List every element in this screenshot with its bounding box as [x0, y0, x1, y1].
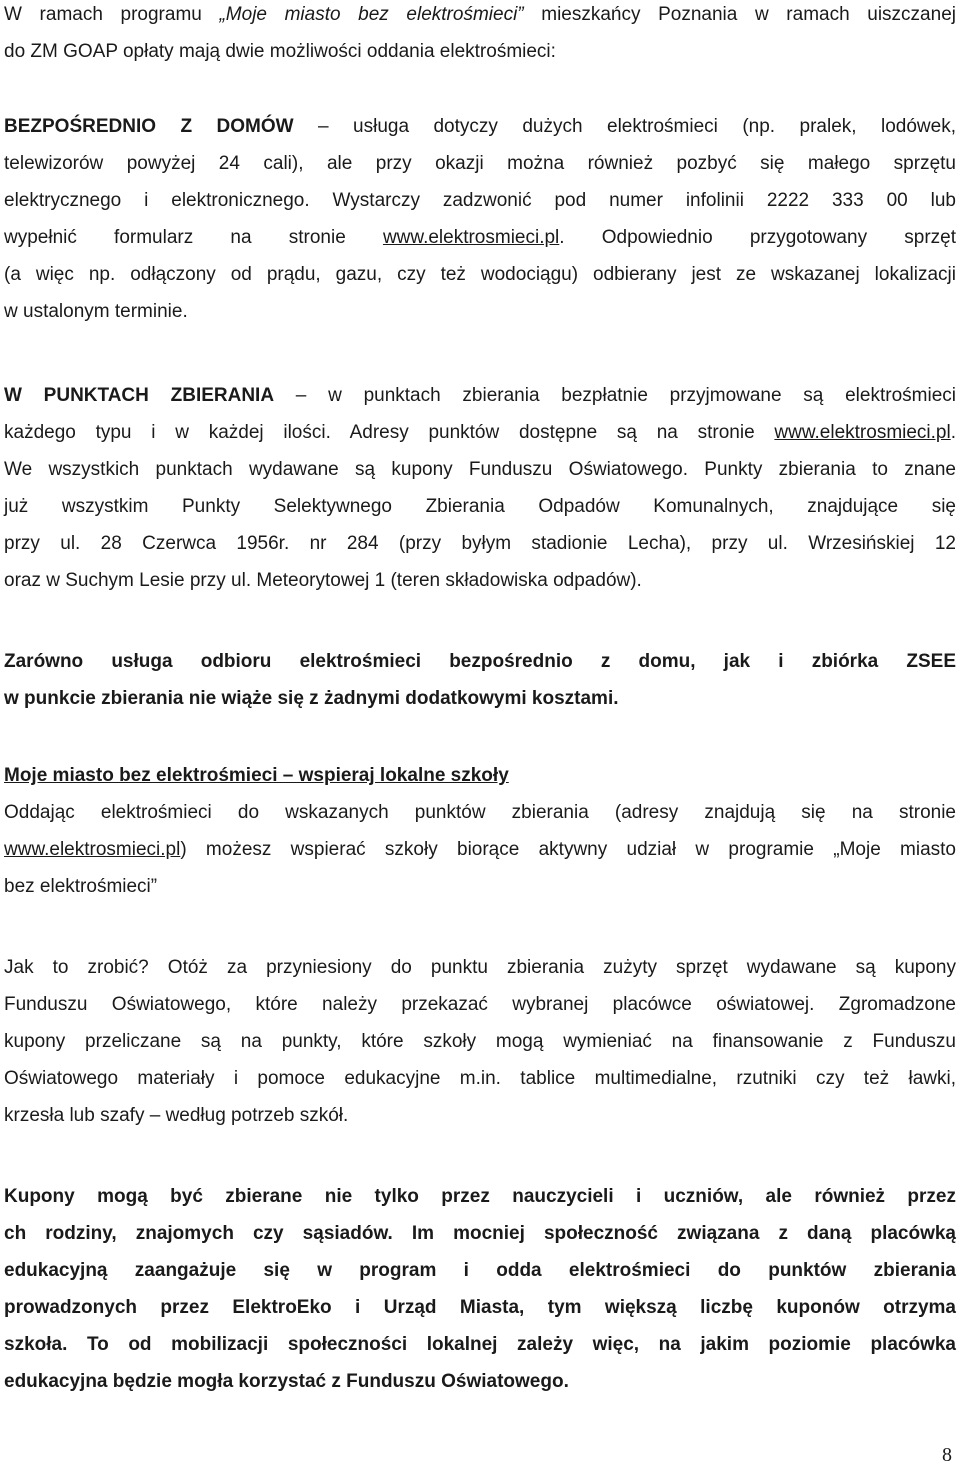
home-pickup-paragraph	[4, 108, 956, 330]
section-heading: BEZPOŚREDNIO Z DOMÓW	[4, 116, 294, 137]
text-line: edukacyjna będzie mogła korzystać z Funduszu Oświatowego.	[4, 1371, 569, 1392]
text-line: już wszystkim Punkty Selektywnego Zbierania Odpadów Komunalnych, znajdujące się	[4, 496, 956, 517]
page-number: 8	[942, 1444, 952, 1466]
text-line: krzesła lub szafy – według potrzeb szkół.	[4, 1105, 349, 1126]
text-line: (a więc np. odłączony od prądu, gazu, czy też wodociągu) odbierany jest ze wskazanej lokalizacji	[4, 264, 956, 285]
text-run: W ramach programu	[4, 4, 220, 25]
text-line: Funduszu Oświatowego, które należy przekazać wybranej placówce oświatowej. Zgromadzone	[4, 994, 956, 1015]
no-cost-paragraph	[4, 643, 956, 717]
text-run: – w punktach zbierania bezpłatnie przyjmowane są elektrośmieci	[274, 385, 956, 406]
text-line: oraz w Suchym Lesie przy ul. Meteorytowej 1 (teren składowiska odpadów).	[4, 570, 642, 591]
text-line: szkoła. To od mobilizacji społeczności lokalnej zależy więc, na jakim poziomie placówka	[4, 1334, 956, 1355]
text-line: bez elektrośmieci”	[4, 876, 158, 897]
how-to-paragraph	[4, 949, 956, 1134]
text-run: ) możesz wspierać szkoły biorące aktywny udział w programie „Moje miasto	[180, 839, 956, 860]
website-link[interactable]: www.elektrosmieci.pl	[4, 839, 181, 860]
text-line: telewizorów powyżej 24 cali), ale przy okazji można również pozbyć się małego sprzętu	[4, 153, 956, 174]
text-line: Oświatowego materiały i pomoce edukacyjne m.in. tablice multimedialne, rzutniki czy też ławki,	[4, 1068, 956, 1089]
document-page	[4, 0, 956, 1482]
text-line: do ZM GOAP opłaty mają dwie możliwości oddania elektrośmieci:	[4, 41, 556, 62]
text-run: mieszkańcy Poznania w ramach uiszczanej	[523, 4, 956, 25]
collection-points-paragraph	[4, 377, 956, 599]
text-run: każdego typu i w każdej ilości. Adresy punktów dostępne są na stronie	[4, 422, 775, 443]
text-run: . Odpowiednio przygotowany sprzęt	[559, 227, 956, 248]
text-run: wypełnić formularz na stronie	[4, 227, 383, 248]
text-line	[4, 414, 956, 451]
text-line: ch rodziny, znajomych czy sąsiadów. Im mocniej społeczność związana z daną placówką	[4, 1223, 956, 1244]
text-line: w punkcie zbierania nie wiąże się z żadnymi dodatkowymi kosztami.	[4, 688, 619, 709]
section-heading: Moje miasto bez elektrośmieci – wspieraj lokalne szkoły	[4, 765, 509, 786]
text-line: Kupony mogą być zbierane nie tylko przez nauczycieli i uczniów, ale również przez	[4, 1186, 956, 1207]
text-line	[4, 377, 956, 414]
text-line	[4, 219, 956, 256]
text-run: – usługa dotyczy dużych elektrośmieci (np. pralek, lodówek,	[293, 116, 956, 137]
intro-paragraph	[4, 0, 956, 70]
text-line: We wszystkich punktach wydawane są kupony Funduszu Oświatowego. Punkty zbierania to znane	[4, 459, 956, 480]
text-line: kupony przeliczane są na punkty, które szkoły mogą wymieniać na finansowanie z Funduszu	[4, 1031, 956, 1052]
text-line: Oddając elektrośmieci do wskazanych punktów zbierania (adresy znajdują się na stronie	[4, 802, 956, 823]
text-run: .	[950, 422, 956, 443]
text-line	[4, 757, 956, 794]
program-name-italic: „Moje miasto bez elektrośmieci”	[219, 4, 524, 25]
coupons-paragraph	[4, 1178, 956, 1400]
website-link[interactable]: www.elektrosmieci.pl	[382, 227, 560, 248]
text-line: elektrycznego i elektronicznego. Wystarczy zadzwonić pod numer infolinii 2222 333 00 lub	[4, 190, 956, 211]
website-link[interactable]: www.elektrosmieci.pl	[774, 422, 951, 443]
text-line: Zarówno usługa odbioru elektrośmieci bezpośrednio z domu, jak i zbiórka ZSEE	[4, 651, 956, 672]
text-line: przy ul. 28 Czerwca 1956r. nr 284 (przy byłym stadionie Lecha), przy ul. Wrzesińskiej 12	[4, 533, 956, 554]
text-line: prowadzonych przez ElektroEko i Urząd Miasta, tym większą liczbę kuponów otrzyma	[4, 1297, 956, 1318]
text-line	[4, 0, 956, 33]
text-line: w ustalonym terminie.	[4, 301, 188, 322]
text-line: edukacyjną zaangażuje się w program i odda elektrośmieci do punktów zbierania	[4, 1260, 956, 1281]
support-schools-paragraph	[4, 757, 956, 905]
text-line	[4, 108, 956, 145]
text-line: Jak to zrobić? Otóż za przyniesiony do punktu zbierania zużyty sprzęt wydawane są kupony	[4, 957, 956, 978]
section-heading: W PUNKTACH ZBIERANIA	[4, 385, 275, 406]
text-line	[4, 831, 956, 868]
